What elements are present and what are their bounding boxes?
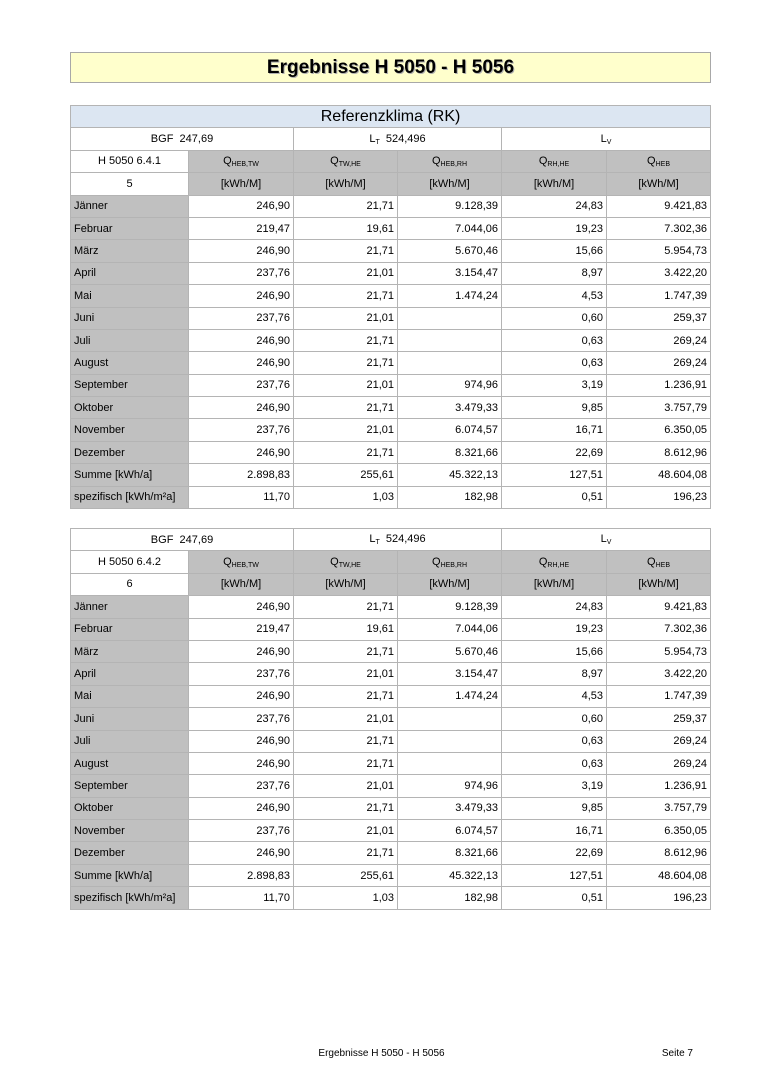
column-header [294, 150, 398, 172]
value-cell: 246,90 [189, 285, 294, 307]
value-cell: 21,01 [294, 262, 398, 284]
value-cell: 21,71 [294, 240, 398, 262]
row-label: August [71, 352, 189, 374]
value-cell: 237,76 [189, 708, 294, 730]
value-cell: 21,71 [294, 640, 398, 662]
column-header-symbol: Q [223, 555, 232, 568]
value-cell: 8.612,96 [607, 441, 711, 463]
value-cell: 246,90 [189, 397, 294, 419]
unit-cell: [kWh/M] [398, 573, 502, 595]
value-cell: 3.422,20 [607, 663, 711, 685]
value-cell: 246,90 [189, 195, 294, 217]
table-row [71, 329, 711, 351]
value-cell: 269,24 [607, 352, 711, 374]
row-label: Oktober [71, 797, 189, 819]
row-label: März [71, 240, 189, 262]
value-cell: 6.074,57 [398, 820, 502, 842]
value-cell: 21,01 [294, 775, 398, 797]
value-cell: 219,47 [189, 618, 294, 640]
value-cell: 5.954,73 [607, 240, 711, 262]
value-cell: 2.898,83 [189, 864, 294, 886]
value-cell: 21,01 [294, 374, 398, 396]
value-cell: 3,19 [502, 374, 607, 396]
value-cell: 8.321,66 [398, 441, 502, 463]
unit-cell: [kWh/M] [607, 173, 711, 195]
value-cell: 1.236,91 [607, 775, 711, 797]
value-cell: 48.604,08 [607, 864, 711, 886]
value-cell: 974,96 [398, 374, 502, 396]
value-cell: 246,90 [189, 752, 294, 774]
column-header [189, 551, 294, 573]
column-header [502, 551, 607, 573]
column-header-subscript: HEB,RH [440, 160, 467, 168]
row-label: September [71, 775, 189, 797]
value-cell: 259,37 [607, 307, 711, 329]
table-info-row [71, 128, 711, 150]
table-row [71, 730, 711, 752]
table-row [71, 842, 711, 864]
table-row [71, 640, 711, 662]
value-cell: 237,76 [189, 775, 294, 797]
value-cell: 21,71 [294, 352, 398, 374]
column-header-subscript: RH,HE [547, 160, 570, 168]
value-cell [398, 708, 502, 730]
value-cell: 3.757,79 [607, 797, 711, 819]
row-label: Summe [kWh/a] [71, 464, 189, 486]
value-cell: 8.321,66 [398, 842, 502, 864]
table-row [71, 685, 711, 707]
column-header-symbol: Q [647, 555, 656, 568]
bgf-label: BGF [150, 533, 174, 546]
value-cell: 19,61 [294, 217, 398, 239]
table-row [71, 486, 711, 508]
value-cell: 1.747,39 [607, 685, 711, 707]
row-label: November [71, 820, 189, 842]
unit-cell: [kWh/M] [502, 573, 607, 595]
table-unit-row [71, 173, 711, 195]
lv-sub: V [606, 539, 612, 547]
unit-cell: [kWh/M] [294, 573, 398, 595]
value-cell: 237,76 [189, 374, 294, 396]
unit-cell: [kWh/M] [189, 573, 294, 595]
value-cell: 22,69 [502, 441, 607, 463]
value-cell: 4,53 [502, 685, 607, 707]
column-header-subscript: TW,HE [338, 160, 361, 168]
table-row [71, 217, 711, 239]
value-cell: 21,71 [294, 842, 398, 864]
row-label: Dezember [71, 842, 189, 864]
row-label: April [71, 262, 189, 284]
row-label: Jänner [71, 596, 189, 618]
table-row [71, 464, 711, 486]
climate-title: Referenzklima (RK) [71, 106, 711, 128]
value-cell: 45.322,13 [398, 864, 502, 886]
value-cell: 21,71 [294, 195, 398, 217]
lt-cell [294, 128, 502, 150]
column-header-subscript: RH,HE [547, 561, 570, 569]
value-cell: 9.421,83 [607, 195, 711, 217]
row-label: August [71, 752, 189, 774]
column-header-subscript: HEB [655, 561, 670, 569]
value-cell: 11,70 [189, 486, 294, 508]
lv-cell [502, 529, 711, 551]
row-label: April [71, 663, 189, 685]
row-label: März [71, 640, 189, 662]
value-cell: 246,90 [189, 685, 294, 707]
value-cell: 9,85 [502, 397, 607, 419]
value-cell: 19,23 [502, 217, 607, 239]
value-cell: 5.954,73 [607, 640, 711, 662]
column-header-symbol: Q [431, 154, 441, 167]
row-label: Juni [71, 708, 189, 730]
value-cell: 6.074,57 [398, 419, 502, 441]
table-row [71, 374, 711, 396]
value-cell: 3.757,79 [607, 397, 711, 419]
value-cell: 7.302,36 [607, 618, 711, 640]
value-cell: 45.322,13 [398, 464, 502, 486]
column-header-subscript: HEB [655, 160, 671, 168]
footer-title: Ergebnisse H 5050 - H 5056 [318, 1048, 445, 1059]
bgf-label: BGF [150, 133, 174, 146]
column-header-symbol: Q [223, 154, 232, 167]
unit-cell: [kWh/M] [398, 173, 502, 195]
value-cell: 127,51 [502, 864, 607, 886]
value-cell: 259,37 [607, 708, 711, 730]
column-header [607, 551, 711, 573]
unit-cell: [kWh/M] [189, 173, 294, 195]
value-cell [398, 730, 502, 752]
section-number: 5 [71, 173, 189, 195]
table-row [71, 864, 711, 886]
value-cell [398, 752, 502, 774]
row-label: Oktober [71, 397, 189, 419]
table-row [71, 285, 711, 307]
value-cell: 3.154,47 [398, 663, 502, 685]
unit-cell: [kWh/M] [294, 173, 398, 195]
column-header-symbol: Q [538, 154, 548, 167]
value-cell: 21,71 [294, 329, 398, 351]
value-cell: 3,19 [502, 775, 607, 797]
value-cell: 255,61 [294, 864, 398, 886]
column-header-symbol: Q [330, 555, 339, 568]
value-cell: 9.128,39 [398, 195, 502, 217]
lv-cell [502, 128, 711, 150]
table-row [71, 752, 711, 774]
value-cell: 237,76 [189, 262, 294, 284]
table-row [71, 663, 711, 685]
lt-label: L [369, 132, 376, 145]
value-cell: 21,71 [294, 797, 398, 819]
column-header [398, 150, 502, 172]
page-title-box [70, 52, 711, 83]
value-cell: 7.302,36 [607, 217, 711, 239]
column-header [189, 150, 294, 172]
table-row [71, 775, 711, 797]
results-table-2 [70, 528, 711, 910]
table-row [71, 262, 711, 284]
column-header [398, 551, 502, 573]
table-row [71, 397, 711, 419]
value-cell: 246,90 [189, 842, 294, 864]
bgf-value: 247,69 [179, 533, 214, 546]
lv-label: L [600, 533, 607, 546]
value-cell: 1.236,91 [607, 374, 711, 396]
value-cell: 237,76 [189, 663, 294, 685]
row-label: Juli [71, 329, 189, 351]
table-row [71, 596, 711, 618]
value-cell: 246,90 [189, 240, 294, 262]
value-cell: 21,71 [294, 685, 398, 707]
value-cell: 9.421,83 [607, 596, 711, 618]
lt-value: 524,496 [385, 533, 426, 546]
table-row [71, 419, 711, 441]
value-cell: 21,01 [294, 307, 398, 329]
value-cell: 1.474,24 [398, 285, 502, 307]
value-cell: 182,98 [398, 486, 502, 508]
value-cell: 0,63 [502, 352, 607, 374]
value-cell: 21,71 [294, 441, 398, 463]
value-cell: 255,61 [294, 464, 398, 486]
table-row [71, 797, 711, 819]
value-cell: 48.604,08 [607, 464, 711, 486]
table-header-row [71, 150, 711, 172]
lv-sub: V [606, 138, 612, 146]
value-cell: 237,76 [189, 307, 294, 329]
table-row [71, 307, 711, 329]
value-cell: 3.422,20 [607, 262, 711, 284]
value-cell: 21,71 [294, 596, 398, 618]
row-label: Februar [71, 217, 189, 239]
unit-cell: [kWh/M] [607, 573, 711, 595]
value-cell: 0,51 [502, 486, 607, 508]
column-header-subscript: HEB,TW [231, 561, 259, 569]
value-cell: 246,90 [189, 441, 294, 463]
value-cell: 3.154,47 [398, 262, 502, 284]
column-header-subscript: TW,HE [338, 561, 361, 569]
value-cell: 196,23 [607, 887, 711, 909]
value-cell [398, 352, 502, 374]
section-id: H 5050 6.4.2 [71, 551, 189, 573]
value-cell: 246,90 [189, 352, 294, 374]
bgf-cell [71, 529, 294, 551]
value-cell: 22,69 [502, 842, 607, 864]
value-cell: 0,60 [502, 708, 607, 730]
value-cell: 2.898,83 [189, 464, 294, 486]
value-cell: 127,51 [502, 464, 607, 486]
value-cell: 1,03 [294, 486, 398, 508]
table-row [71, 352, 711, 374]
value-cell: 269,24 [607, 752, 711, 774]
bgf-value: 247,69 [179, 133, 214, 146]
value-cell: 21,71 [294, 397, 398, 419]
value-cell: 246,90 [189, 640, 294, 662]
row-label: Mai [71, 685, 189, 707]
row-label: Juli [71, 730, 189, 752]
value-cell: 0,63 [502, 329, 607, 351]
value-cell: 0,63 [502, 730, 607, 752]
value-cell: 5.670,46 [398, 640, 502, 662]
column-header-subscript: HEB,RH [440, 561, 468, 569]
row-label: Mai [71, 285, 189, 307]
value-cell: 0,63 [502, 752, 607, 774]
row-label: Jänner [71, 195, 189, 217]
table-row [71, 618, 711, 640]
table-row [71, 240, 711, 262]
table-info-row [71, 529, 711, 551]
value-cell: 21,01 [294, 708, 398, 730]
lt-sub: T [375, 138, 380, 146]
value-cell: 246,90 [189, 329, 294, 351]
row-label: Februar [71, 618, 189, 640]
table-row [71, 820, 711, 842]
value-cell: 7.044,06 [398, 618, 502, 640]
value-cell: 9.128,39 [398, 596, 502, 618]
value-cell: 8,97 [502, 262, 607, 284]
column-header [294, 551, 398, 573]
page-title: Ergebnisse H 5050 - H 5056 [266, 56, 515, 78]
section-number: 6 [71, 573, 189, 595]
value-cell: 6.350,05 [607, 820, 711, 842]
row-label: November [71, 419, 189, 441]
table-row [71, 708, 711, 730]
value-cell: 182,98 [398, 887, 502, 909]
value-cell: 7.044,06 [398, 217, 502, 239]
row-label: spezifisch [kWh/m²a] [71, 887, 189, 909]
value-cell: 9,85 [502, 797, 607, 819]
value-cell: 8.612,96 [607, 842, 711, 864]
value-cell: 6.350,05 [607, 419, 711, 441]
value-cell: 15,66 [502, 640, 607, 662]
value-cell: 269,24 [607, 730, 711, 752]
value-cell: 1.474,24 [398, 685, 502, 707]
table-unit-row [71, 573, 711, 595]
column-header-symbol: Q [330, 154, 339, 167]
column-header-symbol: Q [432, 555, 441, 568]
value-cell: 237,76 [189, 820, 294, 842]
column-header [502, 150, 607, 172]
value-cell: 16,71 [502, 820, 607, 842]
value-cell: 269,24 [607, 329, 711, 351]
value-cell: 4,53 [502, 285, 607, 307]
table-row [71, 441, 711, 463]
value-cell: 24,83 [502, 195, 607, 217]
value-cell: 1,03 [294, 887, 398, 909]
results-table-1 [70, 105, 711, 509]
lt-value: 524,496 [385, 132, 426, 145]
value-cell: 16,71 [502, 419, 607, 441]
value-cell: 24,83 [502, 596, 607, 618]
value-cell [398, 329, 502, 351]
value-cell [398, 307, 502, 329]
row-label: September [71, 374, 189, 396]
value-cell: 974,96 [398, 775, 502, 797]
footer-page-number: Seite 7 [661, 1048, 693, 1059]
row-label: Dezember [71, 441, 189, 463]
value-cell: 5.670,46 [398, 240, 502, 262]
value-cell: 219,47 [189, 217, 294, 239]
column-header-subscript: HEB,TW [231, 160, 259, 168]
table-header-row [71, 551, 711, 573]
value-cell: 237,76 [189, 419, 294, 441]
value-cell: 0,60 [502, 307, 607, 329]
value-cell: 0,51 [502, 887, 607, 909]
row-label: spezifisch [kWh/m²a] [71, 486, 189, 508]
value-cell: 246,90 [189, 730, 294, 752]
value-cell: 19,23 [502, 618, 607, 640]
value-cell: 21,71 [294, 752, 398, 774]
value-cell: 3.479,33 [398, 797, 502, 819]
row-label: Summe [kWh/a] [71, 864, 189, 886]
value-cell: 21,01 [294, 820, 398, 842]
value-cell: 19,61 [294, 618, 398, 640]
section-id: H 5050 6.4.1 [71, 150, 189, 172]
value-cell: 8,97 [502, 663, 607, 685]
value-cell: 3.479,33 [398, 397, 502, 419]
bgf-cell [71, 128, 294, 150]
table-row [71, 887, 711, 909]
row-label: Juni [71, 307, 189, 329]
column-header-symbol: Q [538, 555, 548, 568]
value-cell: 21,01 [294, 419, 398, 441]
lt-cell [294, 529, 502, 551]
column-header [607, 150, 711, 172]
value-cell: 1.747,39 [607, 285, 711, 307]
value-cell: 15,66 [502, 240, 607, 262]
value-cell: 11,70 [189, 887, 294, 909]
value-cell: 246,90 [189, 797, 294, 819]
lv-label: L [600, 132, 607, 145]
table-row [71, 195, 711, 217]
lt-label: L [369, 533, 376, 546]
value-cell: 21,01 [294, 663, 398, 685]
value-cell: 21,71 [294, 730, 398, 752]
unit-cell: [kWh/M] [502, 173, 607, 195]
value-cell: 196,23 [607, 486, 711, 508]
column-header-symbol: Q [647, 154, 656, 167]
value-cell: 246,90 [189, 596, 294, 618]
lt-sub: T [375, 539, 380, 547]
value-cell: 21,71 [294, 285, 398, 307]
